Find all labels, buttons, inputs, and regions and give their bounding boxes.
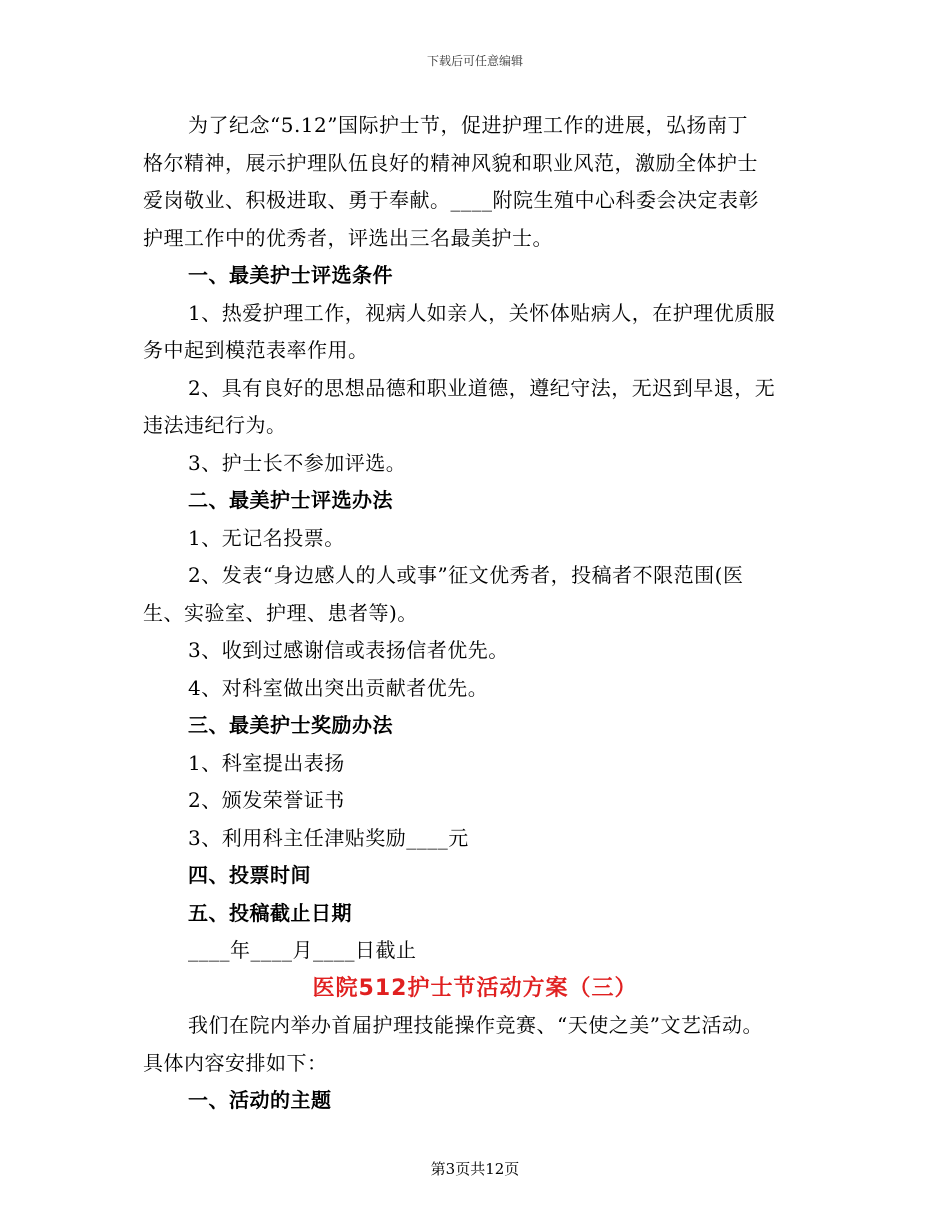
- plan-title: 医院512护士节活动方案（三）: [312, 975, 638, 1001]
- list-item: 1、科室提出表扬: [188, 750, 345, 775]
- document-body: [143, 107, 807, 1120]
- section-heading: 四、投票时间: [188, 863, 311, 887]
- intro-line: 为了纪念“5.12”国际护士节，促进护理工作的进展，弘扬南丁: [188, 113, 748, 137]
- section-heading: 五、投稿截止日期: [188, 900, 352, 925]
- section-heading: 一、最美护士评选条件: [188, 263, 393, 287]
- section-heading: 一、活动的主题: [188, 1088, 332, 1112]
- page-header: 下载后可任意编辑: [426, 54, 523, 68]
- plan-intro-line: 我们在院内举办首届护理技能操作竞赛、“天使之美”文艺活动。: [188, 1013, 763, 1037]
- list-item-continuation: 务中起到模范表率作用。: [143, 338, 369, 362]
- deadline-line: ____年____月____日截止: [188, 938, 417, 962]
- section-heading: 三、最美护士奖励办法: [188, 713, 393, 737]
- page-footer: 第3页共12页: [430, 1160, 520, 1178]
- list-item: 2、颁发荣誉证书: [188, 788, 345, 812]
- section-heading: 二、最美护士评选办法: [188, 488, 393, 512]
- intro-line: 格尔精神，展示护理队伍良好的精神风貌和职业风范，激励全体护士: [143, 150, 758, 175]
- list-item: 3、利用科主任津贴奖励____元: [188, 825, 469, 850]
- list-item: 3、收到过感谢信或表扬信者优先。: [188, 638, 509, 662]
- intro-line: 爱岗敬业、积极进取、勇于奉献。____附院生殖中心科委会决定表彰: [143, 188, 759, 212]
- intro-line: 护理工作中的优秀者，评选出三名最美护士。: [143, 225, 553, 250]
- list-item-continuation: 生、实验室、护理、患者等)。: [143, 600, 418, 625]
- list-item: 1、热爱护理工作，视病人如亲人，关怀体贴病人，在护理优质服: [188, 300, 776, 325]
- list-item: 2、具有良好的思想品德和职业道德，遵纪守法，无迟到早退，无: [188, 375, 776, 400]
- list-item: 4、对科室做出突出贡献者优先。: [188, 675, 489, 700]
- plan-intro-line: 具体内容安排如下：: [143, 1050, 328, 1075]
- list-item: 3、护士长不参加评选。: [188, 450, 407, 475]
- list-item-continuation: 违法违纪行为。: [143, 413, 287, 437]
- list-item: 1、无记名投票。: [188, 525, 345, 550]
- list-item: 2、发表“身边感人的人或事”征文优秀者，投稿者不限范围(医: [188, 563, 744, 587]
